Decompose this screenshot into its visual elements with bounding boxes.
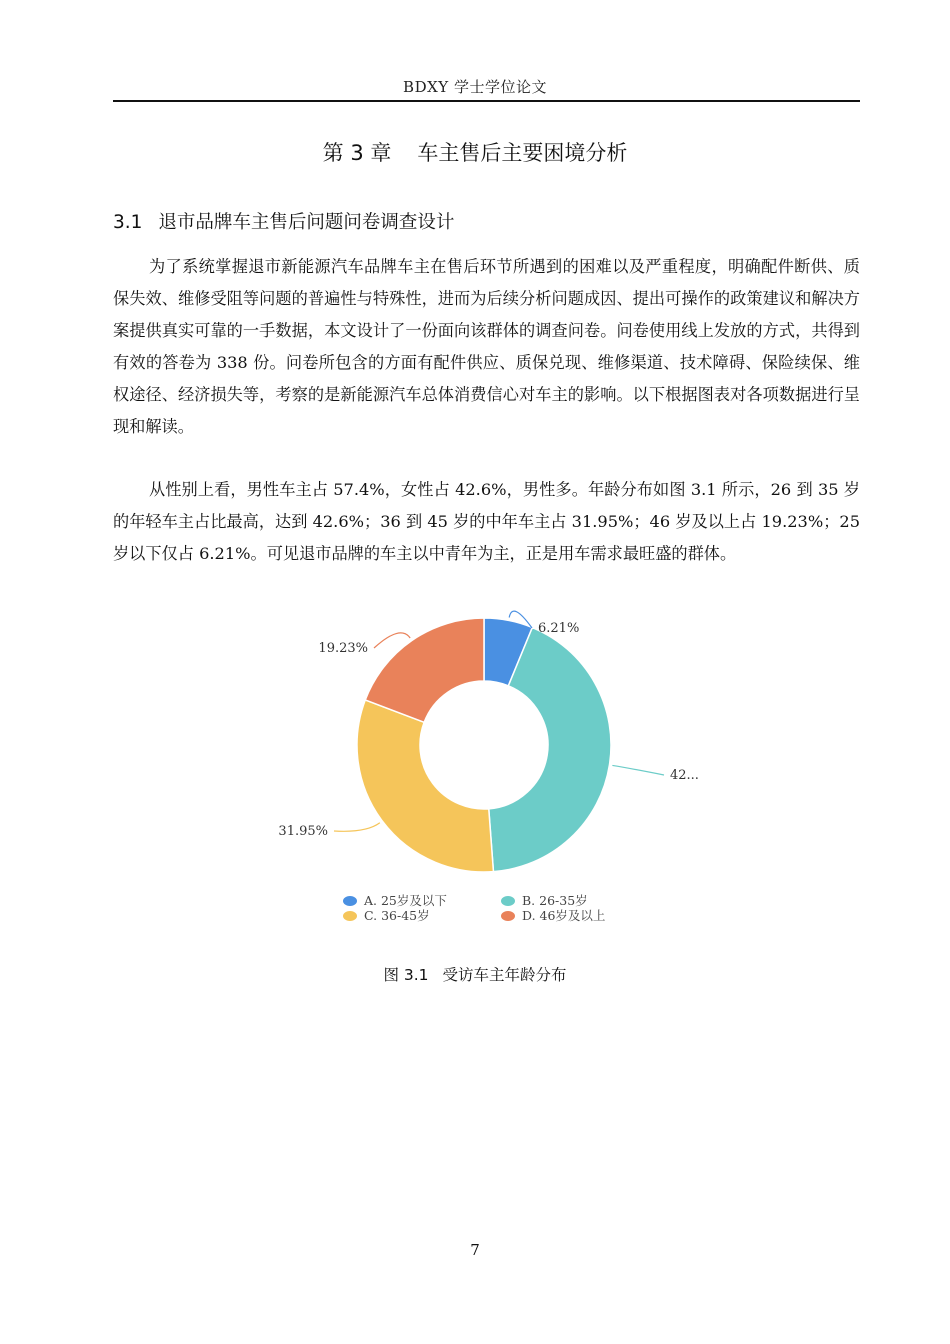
legend-label-b: B. 26-35岁 (522, 893, 588, 908)
chart-legend (343, 893, 605, 923)
leader-line-c (334, 823, 380, 832)
section-heading (113, 208, 454, 234)
figure-caption (0, 963, 950, 985)
chapter-number: 第 3 章 (322, 141, 392, 165)
age-donut-chart (240, 610, 720, 940)
data-label-a: 6.21% (538, 621, 580, 636)
chart-svg (240, 610, 720, 940)
section-title: 退市品牌车主售后问题问卷调查设计 (158, 212, 455, 233)
figure-number: 图 3.1 (383, 966, 429, 984)
section-number: 3.1 (113, 212, 143, 233)
leader-line-b (612, 765, 664, 775)
legend-marker-b (501, 896, 515, 906)
chapter-heading (0, 137, 950, 167)
legend-marker-c (343, 911, 357, 921)
header-rule (113, 100, 860, 102)
legend-marker-d (501, 911, 515, 921)
legend-label-d: D. 46岁及以上 (522, 908, 606, 923)
legend-marker-a (343, 896, 357, 906)
data-label-d: 19.23% (318, 641, 368, 656)
figure-caption-text: 受访车主年龄分布 (442, 966, 567, 984)
donut-slice-d (365, 618, 484, 722)
body-paragraph-2: 从性别上看，男性车主占 57.4%，女性占 42.6%，男性多。年龄分布如图 3.1 所示，26 到 35 岁的年轻车主占比最高，达到 42.6%；36 到 45 岁的中年车主占 31.95%；46 岁及以上占 19.23%；25 岁以下仅占 6.21%。可见退市品牌的车主以中青年为主，正是用车需求最旺盛的群体。 (113, 480, 860, 563)
page-number: 7 (470, 1241, 480, 1259)
chart-slices (357, 618, 611, 872)
legend-label-a: A. 25岁及以下 (364, 893, 447, 908)
legend-label-c: C. 36-45岁 (364, 908, 430, 923)
donut-slice-c (357, 700, 493, 872)
body-paragraph-1: 为了系统掌握退市新能源汽车品牌车主在售后环节所遇到的困难以及严重程度，明确配件断供、质保失效、维修受阻等问题的普遍性与特殊性，进而为后续分析问题成因、提出可操作的政策建议和解决方案提供真实可靠的一手数据，本文设计了一份面向该群体的调查问卷。问卷使用线上发放的方式，共得到有效的答卷为 338 份。问卷所包含的方面有配件供应、质保兑现、维修渠道、技术障碍、保险续保、维权途径、经济损失等，考察的是新能源汽车总体消费信心对车主的影响。以下根据图表对各项数据进行呈现和解读。 (113, 257, 860, 436)
data-label-b: 42... (670, 768, 699, 783)
running-header: BDXY 学士学位论文 (403, 78, 547, 96)
data-label-c: 31.95% (278, 824, 328, 839)
chapter-title: 车主售后主要困境分析 (417, 141, 628, 165)
